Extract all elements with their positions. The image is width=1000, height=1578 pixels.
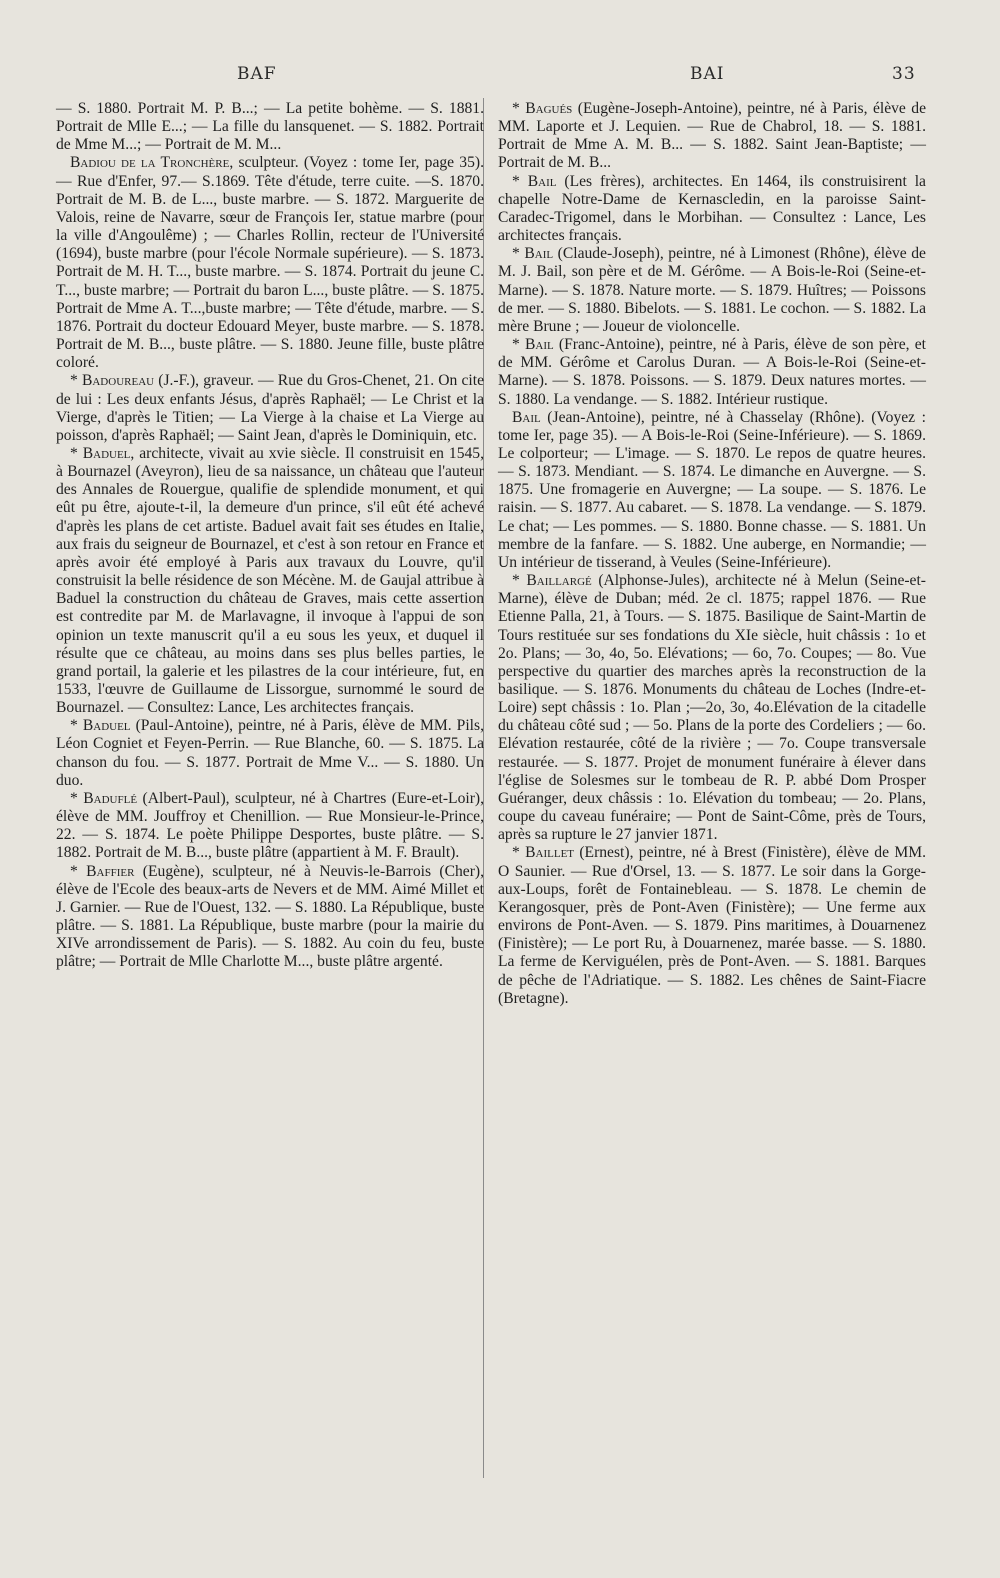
entry: * Baduel, architecte, vivait au xvie siècle. Il construisit en 1545, à Bournazel (Aveyron), lieu de sa naissance, un château que l'auteur des Annales de Rouergue, qualifie de splendide monument, et qui eût pu être, ajoute-t-il, la demeure d'un prince, s'il eût été achevé d'après les plans de cet artiste. Baduel avait fait ses études en Italie, aux frais du seigneur de Bournazel, et c'est à son retour en France et après avoir été employé à Paris aux travaux du Louvre, qu'il construisit la belle résidence de son Mécène. M. de Gaujal attribue à Baduel la construction du château de Graves, mais cette assertion est contredite par M. de Marlavagne, il invoque à l'appui de son opinion un texte manuscrit qu'il a eu sous les yeux, et duquel il résulte que ce château, au moins dans ses plus belles parties, le grand portail, la galerie et les pilastres de la cour intérieure, fut, en 1533, l'œuvre de Guillaume de Lissorgue, surnommé le sourd de Bournazel. — Consultez: Lance, Les architectes français. — [56, 444, 484, 717]
entry-name: * Baillet — [512, 844, 575, 862]
entry: * Bail (Les frères), architectes. En 1464, ils construisirent la chapelle Notre-Dame de Kernascledin, en la paroisse Saint-Caradec-Trigomel, dans le Morbihan. — Consultez : Lance, Les architectes français. — [498, 172, 926, 245]
entry: * Bail (Claude-Joseph), peintre, né à Limonest (Rhône), élève de M. J. Bail, son père et de M. Gérôme. — A Bois-le-Roi (Seine-et-Marne). — S. 1878. Nature morte. — S. 1879. Huîtres; — Poissons de mer. — S. 1880. Bibelots. — S. 1881. Le cochon. — S. 1882. La mère Brune ; — Joueur de violoncelle. — [498, 245, 926, 335]
page-number: 33 — [892, 64, 916, 84]
left-column — [56, 100, 484, 972]
entry: * Baillet (Ernest), peintre, né à Brest (Finistère), élève de MM. O Saunier. — Rue d'Orsel, 13. — S. 1877. Le soir dans la Gorge-aux-Loups, forêt de Fontainebleau. — S. 1878. Le chemin de Kerangosquer, près de Pont-Aven (Finistère); — Une ferme aux environs de Pont-Aven. — S. 1879. Pins maritimes, à Douarnenez (Finistère); — Le port Ru, à Douarnenez, marée basse. — S. 1880. La ferme de Kerviguélen, près de Pont-Aven. — S. 1881. Barques de pêche de l'Adriatique. — S. 1882. Les chênes de Saint-Fiacre (Bretagne). — [498, 844, 926, 1007]
entry-name: * Bagués — [512, 100, 573, 117]
entry: * Baffier (Eugène), sculpteur, né à Neuvis-le-Barrois (Cher), élève de l'Ecole des beaux-arts de Nevers et de MM. Aimé Millet et J. Garnier. — Rue de l'Ouest, 132. — S. 1880. La République, buste plâtre. — S. 1881. La République, buste marbre (pour la mairie du XIVe arrondissement de Paris). — S. 1882. Au coin du feu, buste plâtre; — Portrait de Mlle Charlotte M..., buste plâtre argenté. — [56, 862, 484, 971]
entry: Badiou de la Tronchère, sculpteur. (Voyez : tome Ier, page 35).— Rue d'Enfer, 97.— S.1869. Tête d'étude, terre cuite. —S. 1870. Portrait de M. B. de L..., buste marbre. — S. 1872. Marguerite de Valois, reine de Navarre, sœur de François Ier, statue marbre (pour la ville d'Angoulême) ; — Charles Rollin, recteur de l'Université (1694), buste marbre (pour l'école Normale supérieure). — S. 1873. Portrait de M. H. T..., buste marbre. — S. 1874. Portrait du jeune C. T..., buste marbre; — Portrait du baron L..., buste plâtre. — S. 1875. Portrait de Mme A. T...,buste marbre; — Tête d'étude, marbre. — S. 1876. Portrait du docteur Edouard Meyer, buste marbre. — S. 1878. Portrait de M. B..., buste plâtre. — S. 1880. Jeune fille, buste plâtre coloré. — [56, 154, 484, 372]
entry: * Baduel (Paul-Antoine), peintre, né à Paris, élève de MM. Pils, Léon Cogniet et Feyen-Perrin. — Rue Blanche, 60. — S. 1875. La chanson du fou. — S. 1877. Portrait de Mme V... — S. 1880. Un duo. — [56, 717, 484, 789]
entry-name: * Bail — [512, 336, 554, 354]
entry-name: * Baffier — [70, 862, 135, 880]
entry-name: * Baduel — [70, 717, 131, 735]
entry: * Badoureau (J.-F.), graveur. — Rue du Gros-Chenet, 21. On cite de lui : Les deux enfants Jésus, d'après Raphaël; — Le Christ et la Vierge, d'après le Titien; — La Vierge à la chaise et La Vierge au poisson, d'après Raphaël; — Saint Jean, d'après le Dominiquin, etc. — [56, 372, 484, 444]
entry: Bail (Jean-Antoine), peintre, né à Chasselay (Rhône). (Voyez : tome Ier, page 35). — A Bois-le-Roi (Seine-Inférieure). — S. 1869. Le colporteur; — L'image. — S. 1870. Le repos de quatre heures. — S. 1873. Mendiant. — S. 1874. Le dimanche en Auvergne. — S. 1875. Une fromagerie en Auvergne; — La soupe. — S. 1876. Le raisin. — S. 1877. Au cabaret. — S. 1878. La vendange. — S. 1879. Le chat; — Les pommes. — S. 1880. Bonne chasse. — S. 1881. Un membre de la fanfare. — S. 1882. Une auberge, en Normandie; — Un intérieur de tisserand, à Veules (Seine-Inférieure). — [498, 408, 926, 571]
entry-name: * Badoureau — [70, 372, 155, 390]
entry: * Bail (Franc-Antoine), peintre, né à Paris, élève de son père, et de MM. Gérôme et Carolus Duran. — A Bois-le-Roi (Seine-et-Marne). — S. 1878. Poissons. — S. 1879. Deux natures mortes. — S. 1880. La vendange. — S. 1882. Intérieur rustique. — [498, 336, 926, 408]
right-column — [498, 100, 926, 1008]
entry-name: * Baduel — [70, 444, 131, 462]
running-head-left: BAF — [237, 64, 277, 84]
entry-name: * Baduflé — [70, 789, 138, 807]
entry: * Baillargé (Alphonse-Jules), architecte né à Melun (Seine-et-Marne), élève de Duban; méd. 2e cl. 1875; rappel 1876. — Rue Etienne Palla, 21, à Tours. — S. 1875. Basilique de Saint-Martin de Tours restituée sur ses fondations du XIe siècle, huit châssis : 1o et 2o. Plans; — 3o, 4o, 5o. Elévations; — 6o, 7o. Coupes; — 8o. Vue perspective du quartier des marches après la reconstruction de la basilique. — S. 1876. Monuments du château de Loches (Indre-et-Loire) sept châssis : 1o. Plan ;—2o, 3o, 4o.Elévation de la citadelle du château côté sud ; — 5o. Plans de la porte des Cordeliers ; — 6o. Elévation restaurée, côté de la rivière ; — 7o. Coupe transversale restaurée. — S. 1877. Projet de monument funéraire à élever dans l'église de Solesmes sur le tombeau de R. P. abbé Dom Prosper Guéranger, deux châssis : 1o. Elévation du tombeau; — 2o. Plans, coupe du caveau funéraire; — Pont de Saint-Côme, près de Tours, après sa rupture le 27 janvier 1871. — [498, 572, 927, 844]
entry-name: * Baillargé — [512, 572, 592, 590]
entry-name: Bail — [512, 408, 541, 426]
entry-name: * Bail — [512, 245, 554, 263]
running-head-right: BAI — [690, 64, 725, 84]
entry-continuation: — S. 1880. Portrait M. P. B...; — La petite bohème. — S. 1881. Portrait de Mlle E...; — La fille du lansquenet. — S. 1882. Portrait de Mme M...; — Portrait de M. M... — [56, 100, 484, 154]
entry: * Baduflé (Albert-Paul), sculpteur, né à Chartres (Eure-et-Loir), élève de MM. Jouffroy et Chenillion. — Rue Monsieur-le-Prince, 22. — S. 1874. Le poète Philippe Desportes, buste plâtre. — S. 1882. Portrait de M. B..., buste plâtre (appartient à M. F. Brault). — [56, 789, 484, 862]
entry-name: * Bail — [512, 172, 557, 190]
entry: * Bagués (Eugène-Joseph-Antoine), peintre, né à Paris, élève de MM. Laporte et J. Lequien. — Rue de Chabrol, 18. — S. 1881. Portrait de Mme A. M. B... — S. 1882. Saint Jean-Baptiste; — Portrait de M. B... — [498, 100, 927, 172]
entry-name: Badiou de la Tronchère — [70, 154, 230, 172]
